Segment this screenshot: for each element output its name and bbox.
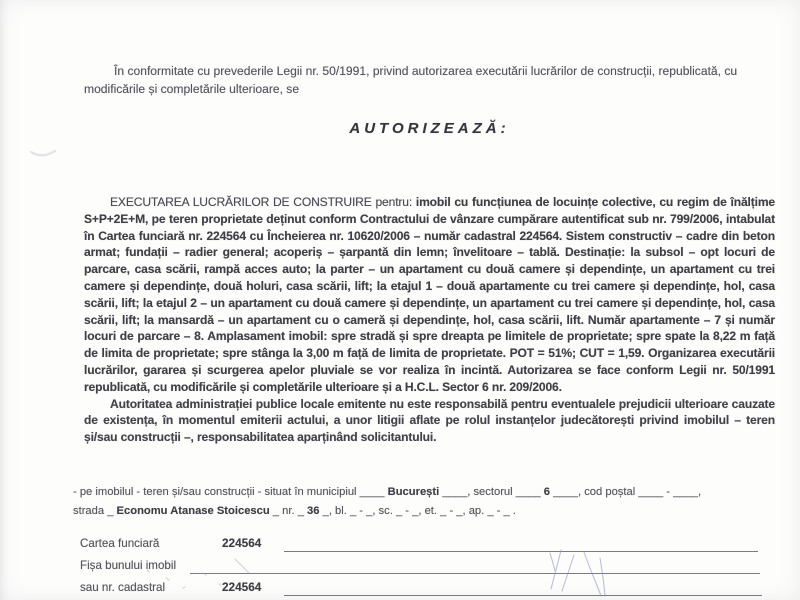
filled-in-value: București bbox=[387, 486, 440, 498]
property-location-line-1 bbox=[73, 483, 783, 502]
form-text: strada _ bbox=[73, 504, 117, 517]
authorization-details: imobil cu funcțiunea de locuințe colective, cu regim de înălțime S+P+2E+M, pe teren proprietate deținut conform Contractului de vânzare cumpărare autentificat sub nr. 799/2006, intabulat în Cartea funciară nr. 224564 cu Încheierea nr. 10620/2006 – număr cadastral 224564. Sistem constructiv – cadre din beton armat; fundații – radier general; acoperiș – șarpantă din lemn; învelitoare – tablă. Destinație: la subsol – opt locuri de parcare, casa scării, rampă acces auto; la parter – un apartament cu două camere și dependințe, un apartament cu trei camere și dependințe, două holuri, casa scării, lift; la etajul 1 – două apartamente cu trei camere și dependințe, hol, casa scării, lift; la etajul 2 – un apartament cu două camere și dependințe, un apartament cu trei camere și dependințe, hol, casa scării, lift; la mansardă – un apartament cu o cameră și dependințe, hol, casa scării, lift. Număr apartamente – 7 și număr locuri de parcare – 8. Amplasament imobil: spre stradă și spre dreapta pe limitele de proprietate; spre spate la 8,22 m față de limita de proprietate; spre stânga la 3,00 m față de limita de proprietate. POT = 51%; CUT = 1,59. Organizarea executării lucrărilor, gararea și scurgerea apelor pluviale se vor realiza în incintă. Autorizarea se face conform Legii nr. 50/1991 republicată, cu modificările și completările ulterioare și a H.C.L. Sector 6 nr. 209/2006. bbox=[84, 195, 775, 394]
form-text: - pe imobilul - teren și/sau construcții - situat în municipiul ____ bbox=[73, 486, 388, 498]
registry-row-label: Fișa bunului imobil bbox=[80, 559, 177, 572]
property-location-line-2 bbox=[73, 502, 783, 521]
fill-in-line bbox=[190, 573, 760, 574]
fill-in-line bbox=[284, 595, 762, 596]
registry-row-value: 224564 bbox=[222, 536, 262, 550]
form-text: _ nr. _ bbox=[269, 504, 308, 517]
registry-row-value: 224564 bbox=[222, 580, 262, 594]
form-text: ____, cod poștal ____ - ____, bbox=[549, 486, 702, 498]
registry-row-label: sau nr. cadastral bbox=[80, 581, 166, 594]
disclaimer-paragraph: Autoritatea administrației publice locale emitente nu este responsabilă pentru eventualele prejudicii ulterioare cauzate de existența, în momentul emiterii actului, a unor litigii aflate pe rolul instanțelor judecătorești privind imobilul – teren și/sau construcții –, responsabilitatea aparținând solicitantului. bbox=[84, 396, 775, 445]
property-location-block bbox=[73, 483, 783, 520]
intro-paragraph: În conformitate cu prevederile Legii nr. 50/1991, privind autorizarea executării lucrărilor de construcții, republicată, cu modificările și completările ulterioare, se bbox=[84, 64, 738, 97]
form-text: ____, sectorul ____ bbox=[439, 486, 544, 498]
form-text: _, bl. _ - _, sc. _ - _, et. _ - _, ap. _ - _ . bbox=[319, 504, 516, 517]
scan-smudge-icon bbox=[31, 151, 55, 155]
registry-row-label: Cartea funciară bbox=[80, 537, 160, 550]
filled-in-value: 36 bbox=[307, 504, 320, 517]
document-body bbox=[84, 194, 775, 446]
filled-in-value: Economu Atanase Stoicescu bbox=[116, 504, 270, 517]
authorization-paragraph bbox=[84, 194, 775, 396]
document-title: AUTORIZEAZĂ: bbox=[349, 120, 510, 137]
filled-in-value: 6 bbox=[543, 486, 550, 498]
authorization-lead: EXECUTAREA LUCRĂRILOR DE CONSTRUIRE pentru: bbox=[110, 195, 416, 209]
fill-in-line bbox=[284, 551, 758, 552]
